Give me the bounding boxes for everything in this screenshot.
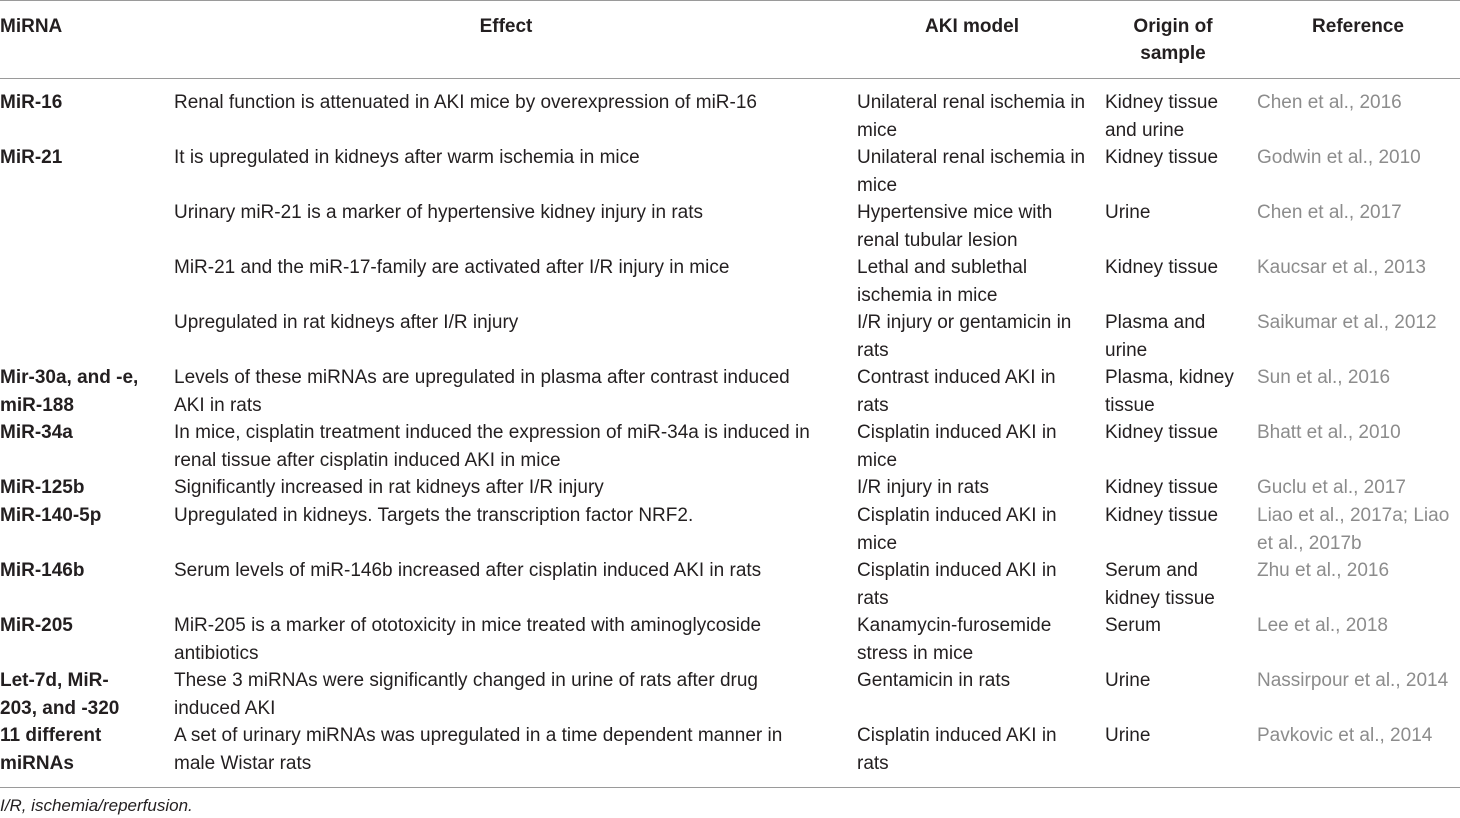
- header-aki-model: AKI model: [925, 16, 1019, 37]
- cell-effect: Renal function is attenuated in AKI mice by overexpression of miR-16: [174, 92, 757, 113]
- cell-mirna: MiR-34a: [0, 422, 73, 443]
- cell-origin: Urine: [1105, 725, 1151, 746]
- cell-aki-model: Unilateral renal ischemia in mice: [857, 147, 1086, 196]
- cell-aki-model: Cisplatin induced AKI in rats: [857, 560, 1057, 609]
- cell-mirna: Mir-30a, and -e, miR-188: [0, 367, 139, 416]
- cell-aki-model: Cisplatin induced AKI in mice: [857, 505, 1057, 554]
- cell-aki-model: Cisplatin induced AKI in mice: [857, 422, 1057, 471]
- cell-origin: Kidney tissue and urine: [1105, 92, 1219, 141]
- cell-mirna: 11 different miRNAs: [0, 725, 102, 774]
- cell-origin: Plasma, kidney tissue: [1105, 367, 1234, 416]
- header-effect: Effect: [479, 16, 533, 37]
- cell-reference: Zhu et al., 2016: [1257, 560, 1390, 581]
- cell-effect: MiR-205 is a marker of ototoxicity in mice treated with aminoglycoside antibiotics: [174, 615, 762, 664]
- cell-aki-model: Lethal and sublethal ischemia in mice: [857, 257, 1028, 306]
- cell-origin: Kidney tissue: [1105, 147, 1219, 168]
- cell-aki-model: Cisplatin induced AKI in rats: [857, 725, 1057, 774]
- cell-reference: Lee et al., 2018: [1257, 615, 1388, 636]
- cell-origin: Plasma and urine: [1105, 312, 1206, 361]
- cell-reference: Godwin et al., 2010: [1257, 147, 1421, 168]
- cell-origin: Kidney tissue: [1105, 422, 1219, 443]
- cell-effect: Upregulated in kidneys. Targets the transcription factor NRF2.: [174, 505, 694, 526]
- cell-aki-model: Unilateral renal ischemia in mice: [857, 92, 1086, 141]
- top-rule: [0, 0, 1460, 1]
- bottom-rule: [0, 787, 1460, 788]
- cell-mirna: MiR-21: [0, 147, 63, 168]
- cell-origin: Kidney tissue: [1105, 257, 1219, 278]
- cell-reference: Sun et al., 2016: [1257, 367, 1391, 388]
- cell-origin: Urine: [1105, 670, 1151, 691]
- cell-aki-model: Contrast induced AKI in rats: [857, 367, 1056, 416]
- cell-effect: Serum levels of miR-146b increased after cisplatin induced AKI in rats: [174, 560, 762, 581]
- cell-reference: Nassirpour et al., 2014: [1257, 670, 1449, 691]
- cell-origin: Kidney tissue: [1105, 505, 1219, 526]
- cell-mirna: MiR-16: [0, 92, 63, 113]
- cell-mirna: MiR-146b: [0, 560, 85, 581]
- cell-reference: Bhatt et al., 2010: [1257, 422, 1401, 443]
- cell-aki-model: Hypertensive mice with renal tubular lesion: [857, 202, 1053, 251]
- cell-effect: Urinary miR-21 is a marker of hypertensive kidney injury in rats: [174, 202, 704, 223]
- cell-effect: A set of urinary miRNAs was upregulated in a time dependent manner in male Wistar rats: [174, 725, 783, 774]
- cell-aki-model: Kanamycin-furosemide stress in mice: [857, 615, 1052, 664]
- cell-reference: Chen et al., 2017: [1257, 202, 1402, 223]
- cell-origin: Urine: [1105, 202, 1151, 223]
- cell-origin: Serum and kidney tissue: [1105, 560, 1215, 609]
- cell-aki-model: I/R injury or gentamicin in rats: [857, 312, 1072, 361]
- cell-effect: These 3 miRNAs were significantly changed in urine of rats after drug induced AKI: [174, 670, 758, 719]
- cell-reference: Guclu et al., 2017: [1257, 477, 1406, 498]
- header-mirna: MiRNA: [0, 16, 63, 37]
- cell-effect: In mice, cisplatin treatment induced the expression of miR-34a is induced in renal tissue after cisplatin induced AKI in mice: [174, 422, 810, 471]
- cell-mirna: MiR-140-5p: [0, 505, 102, 526]
- cell-mirna: MiR-125b: [0, 477, 85, 498]
- cell-origin: Kidney tissue: [1105, 477, 1219, 498]
- header-origin: Origin of sample: [1133, 16, 1213, 64]
- cell-effect: Significantly increased in rat kidneys after I/R injury: [174, 477, 604, 498]
- header-reference: Reference: [1312, 16, 1404, 37]
- cell-effect: It is upregulated in kidneys after warm ischemia in mice: [174, 147, 640, 168]
- cell-reference: Kaucsar et al., 2013: [1257, 257, 1426, 278]
- cell-reference: Chen et al., 2016: [1257, 92, 1402, 113]
- cell-origin: Serum: [1105, 615, 1161, 636]
- cell-aki-model: Gentamicin in rats: [857, 670, 1011, 691]
- cell-mirna: Let-7d, MiR- 203, and -320: [0, 670, 120, 719]
- cell-reference: Saikumar et al., 2012: [1257, 312, 1437, 333]
- cell-aki-model: I/R injury in rats: [857, 477, 989, 498]
- cell-mirna: MiR-205: [0, 615, 73, 636]
- cell-effect: Levels of these miRNAs are upregulated in plasma after contrast induced AKI in rats: [174, 367, 790, 416]
- cell-effect: Upregulated in rat kidneys after I/R injury: [174, 312, 519, 333]
- cell-reference: Liao et al., 2017a; Liao et al., 2017b: [1257, 505, 1450, 554]
- cell-effect: MiR-21 and the miR-17-family are activated after I/R injury in mice: [174, 257, 730, 278]
- footnote: I/R, ischemia/reperfusion.: [0, 796, 193, 815]
- cell-reference: Pavkovic et al., 2014: [1257, 725, 1433, 746]
- header-rule: [0, 78, 1460, 79]
